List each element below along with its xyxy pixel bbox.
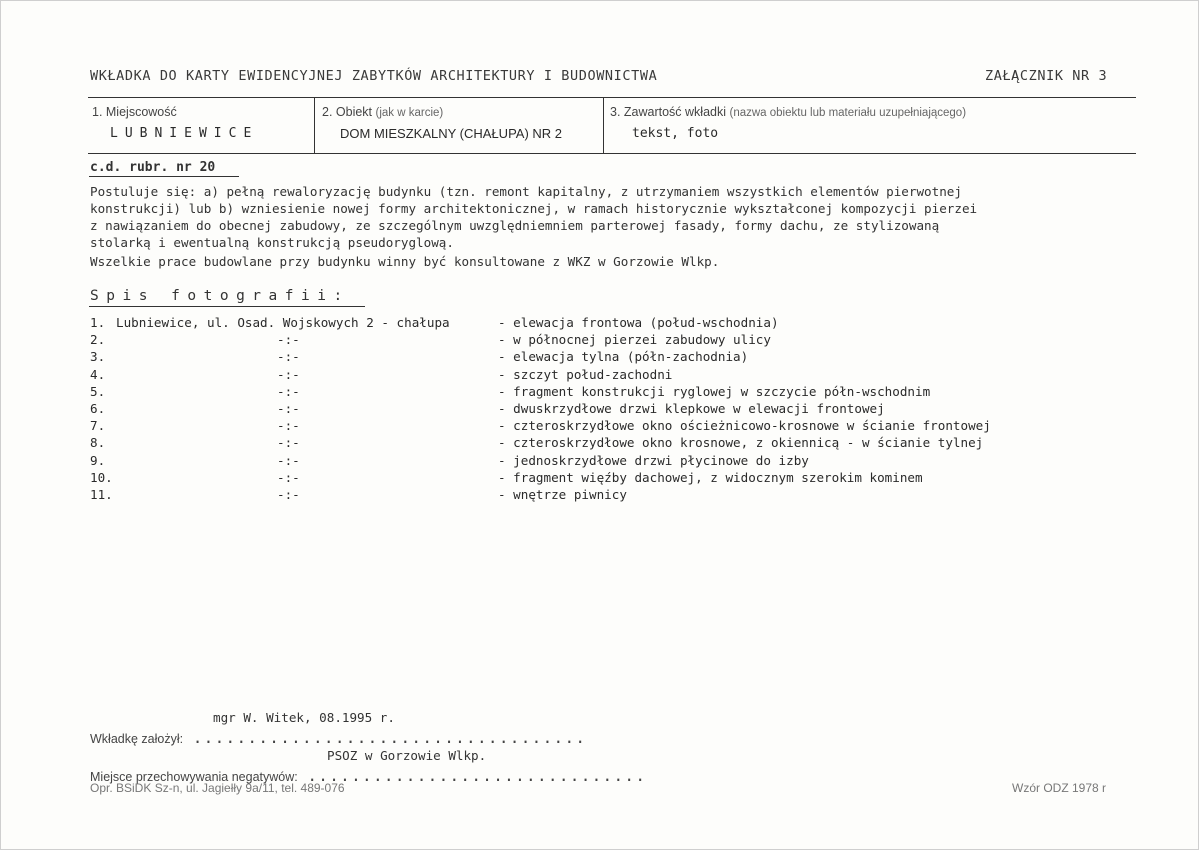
photo-location: -:- (277, 349, 300, 365)
photo-number: 9. (90, 452, 106, 468)
photo-description: - fragment konstrukcji ryglowej w szczycie półn-wschodnim (498, 383, 931, 399)
table-divider-2 (603, 97, 604, 154)
photo-location: -:- (277, 332, 300, 348)
photo-location: -:- (277, 469, 300, 485)
photo-location: -:- (277, 383, 300, 399)
paragraph-line: Wszelkie prace budowlane przy budynku winny być konsultowane z WKZ w Gorzowie Wlkp. (90, 254, 720, 269)
paragraph-line: stolarką i ewentualną konstrukcją pseudoryglową. (90, 235, 454, 250)
photo-location: -:- (277, 401, 300, 416)
storage-value: PSOZ w Gorzowie Wlkp. (327, 748, 487, 763)
photo-location: -:- (277, 452, 300, 468)
field-3-label-text: 3. Zawartość wkładki (610, 105, 727, 119)
field-1-value: LUBNIEWICE (110, 126, 259, 141)
storage-label: Miejsce przechowywania negatywów: (90, 770, 298, 784)
document-title: WKŁADKA DO KARTY EWIDENCYJNEJ ZABYTKÓW ARCHITEKTURY I BUDOWNICTWA (90, 68, 658, 84)
photo-number: 8. (90, 435, 106, 451)
field-2-value: DOM MIESZKALNY (CHAŁUPA) NR 2 (340, 126, 563, 141)
photo-description: - wnętrze piwnicy (498, 487, 627, 502)
field-1-label-text: 1. Miejscowość (92, 105, 177, 119)
photo-number: 1. (90, 315, 106, 330)
photo-description: - jednoskrzydłowe drzwi płycinowe do izby (498, 452, 809, 468)
photo-number: 7. (90, 418, 106, 434)
photo-location: Lubniewice, ul. Osad. Wojskowych 2 - chałupa (116, 315, 450, 330)
author-label: Wkładkę założył: (90, 732, 184, 746)
field-2-label-text: 2. Obiekt (322, 105, 373, 119)
photo-number: 11. (90, 487, 113, 502)
table-top-rule (88, 97, 1136, 98)
photo-description: - czteroskrzydłowe okno krosnowe, z okiennicą - w ścianie tylnej (498, 435, 984, 451)
field-3-hint: (nazwa obiektu lub materiału uzupełniającego) (729, 107, 967, 119)
author-dots: .................................... (192, 728, 587, 747)
table-bottom-rule (88, 153, 1136, 154)
photo-description: - w północnej pierzei zabudowy ulicy (498, 332, 771, 348)
field-2-hint: (jak w karcie) (375, 107, 444, 119)
photo-description: - szczyt połud-zachodni (498, 366, 673, 382)
field-3-value: tekst, foto (632, 126, 719, 141)
photo-list-heading-underline (89, 306, 365, 307)
photo-description: - czteroskrzydłowe okno ościeżnicowo-krosnowe w ścianie frontowej (498, 418, 991, 434)
printer-info: Opr. BSiDK Sz-n, ul. Jagiełły 9a/11, tel. 489-076 (90, 781, 345, 795)
photo-description: - elewacja tylna (półn-zachodnia) (498, 349, 749, 365)
photo-location: -:- (277, 487, 300, 502)
photo-number: 3. (90, 349, 106, 365)
photo-list-heading: Spis fotografii: (90, 288, 350, 304)
photo-description: - dwuskrzydłowe drzwi klepkowe w elewacji frontowej (498, 401, 885, 416)
author-line (90, 728, 586, 747)
paragraph-line: konstrukcji) lub b) wzniesienie nowej formy architektonicznej, w ramach historycznie wykształconej kompozycji pierzei (90, 201, 978, 216)
field-3-label (610, 105, 966, 119)
table-divider-1 (314, 97, 315, 154)
photo-number: 2. (90, 332, 106, 348)
paragraph-line: z nawiązaniem do obecnej zabudowy, ze szczególnym uwzględniemniem parterowej fasady, formy dachu, ze stylizowaną (90, 218, 940, 233)
field-2-label (322, 105, 443, 119)
rubric-reference: c.d. rubr. nr 20 (90, 160, 216, 175)
photo-description: - fragment więźby dachowej, z widocznym szerokim kominem (498, 469, 923, 485)
paragraph-line: Postuluje się: a) pełną rewaloryzację budynku (tzn. remont kapitalny, z utrzymaniem wszystkich elementów pierwotnej (90, 184, 962, 199)
author-value: mgr W. Witek, 08.1995 r. (213, 710, 395, 725)
photo-number: 6. (90, 401, 106, 416)
photo-location: -:- (277, 418, 300, 434)
photo-number: 10. (90, 469, 113, 485)
annex-number: ZAŁĄCZNIK NR 3 (985, 68, 1108, 84)
rubric-underline (89, 176, 239, 177)
photo-location: -:- (277, 435, 300, 451)
photo-location: -:- (277, 366, 300, 382)
photo-number: 5. (90, 383, 106, 399)
photo-description: - elewacja frontowa (połud-wschodnia) (498, 315, 779, 330)
field-1-label (92, 105, 177, 119)
photo-number: 4. (90, 366, 106, 382)
form-template-info: Wzór ODZ 1978 r (1012, 781, 1107, 795)
storage-dots: ............................... (307, 766, 647, 785)
